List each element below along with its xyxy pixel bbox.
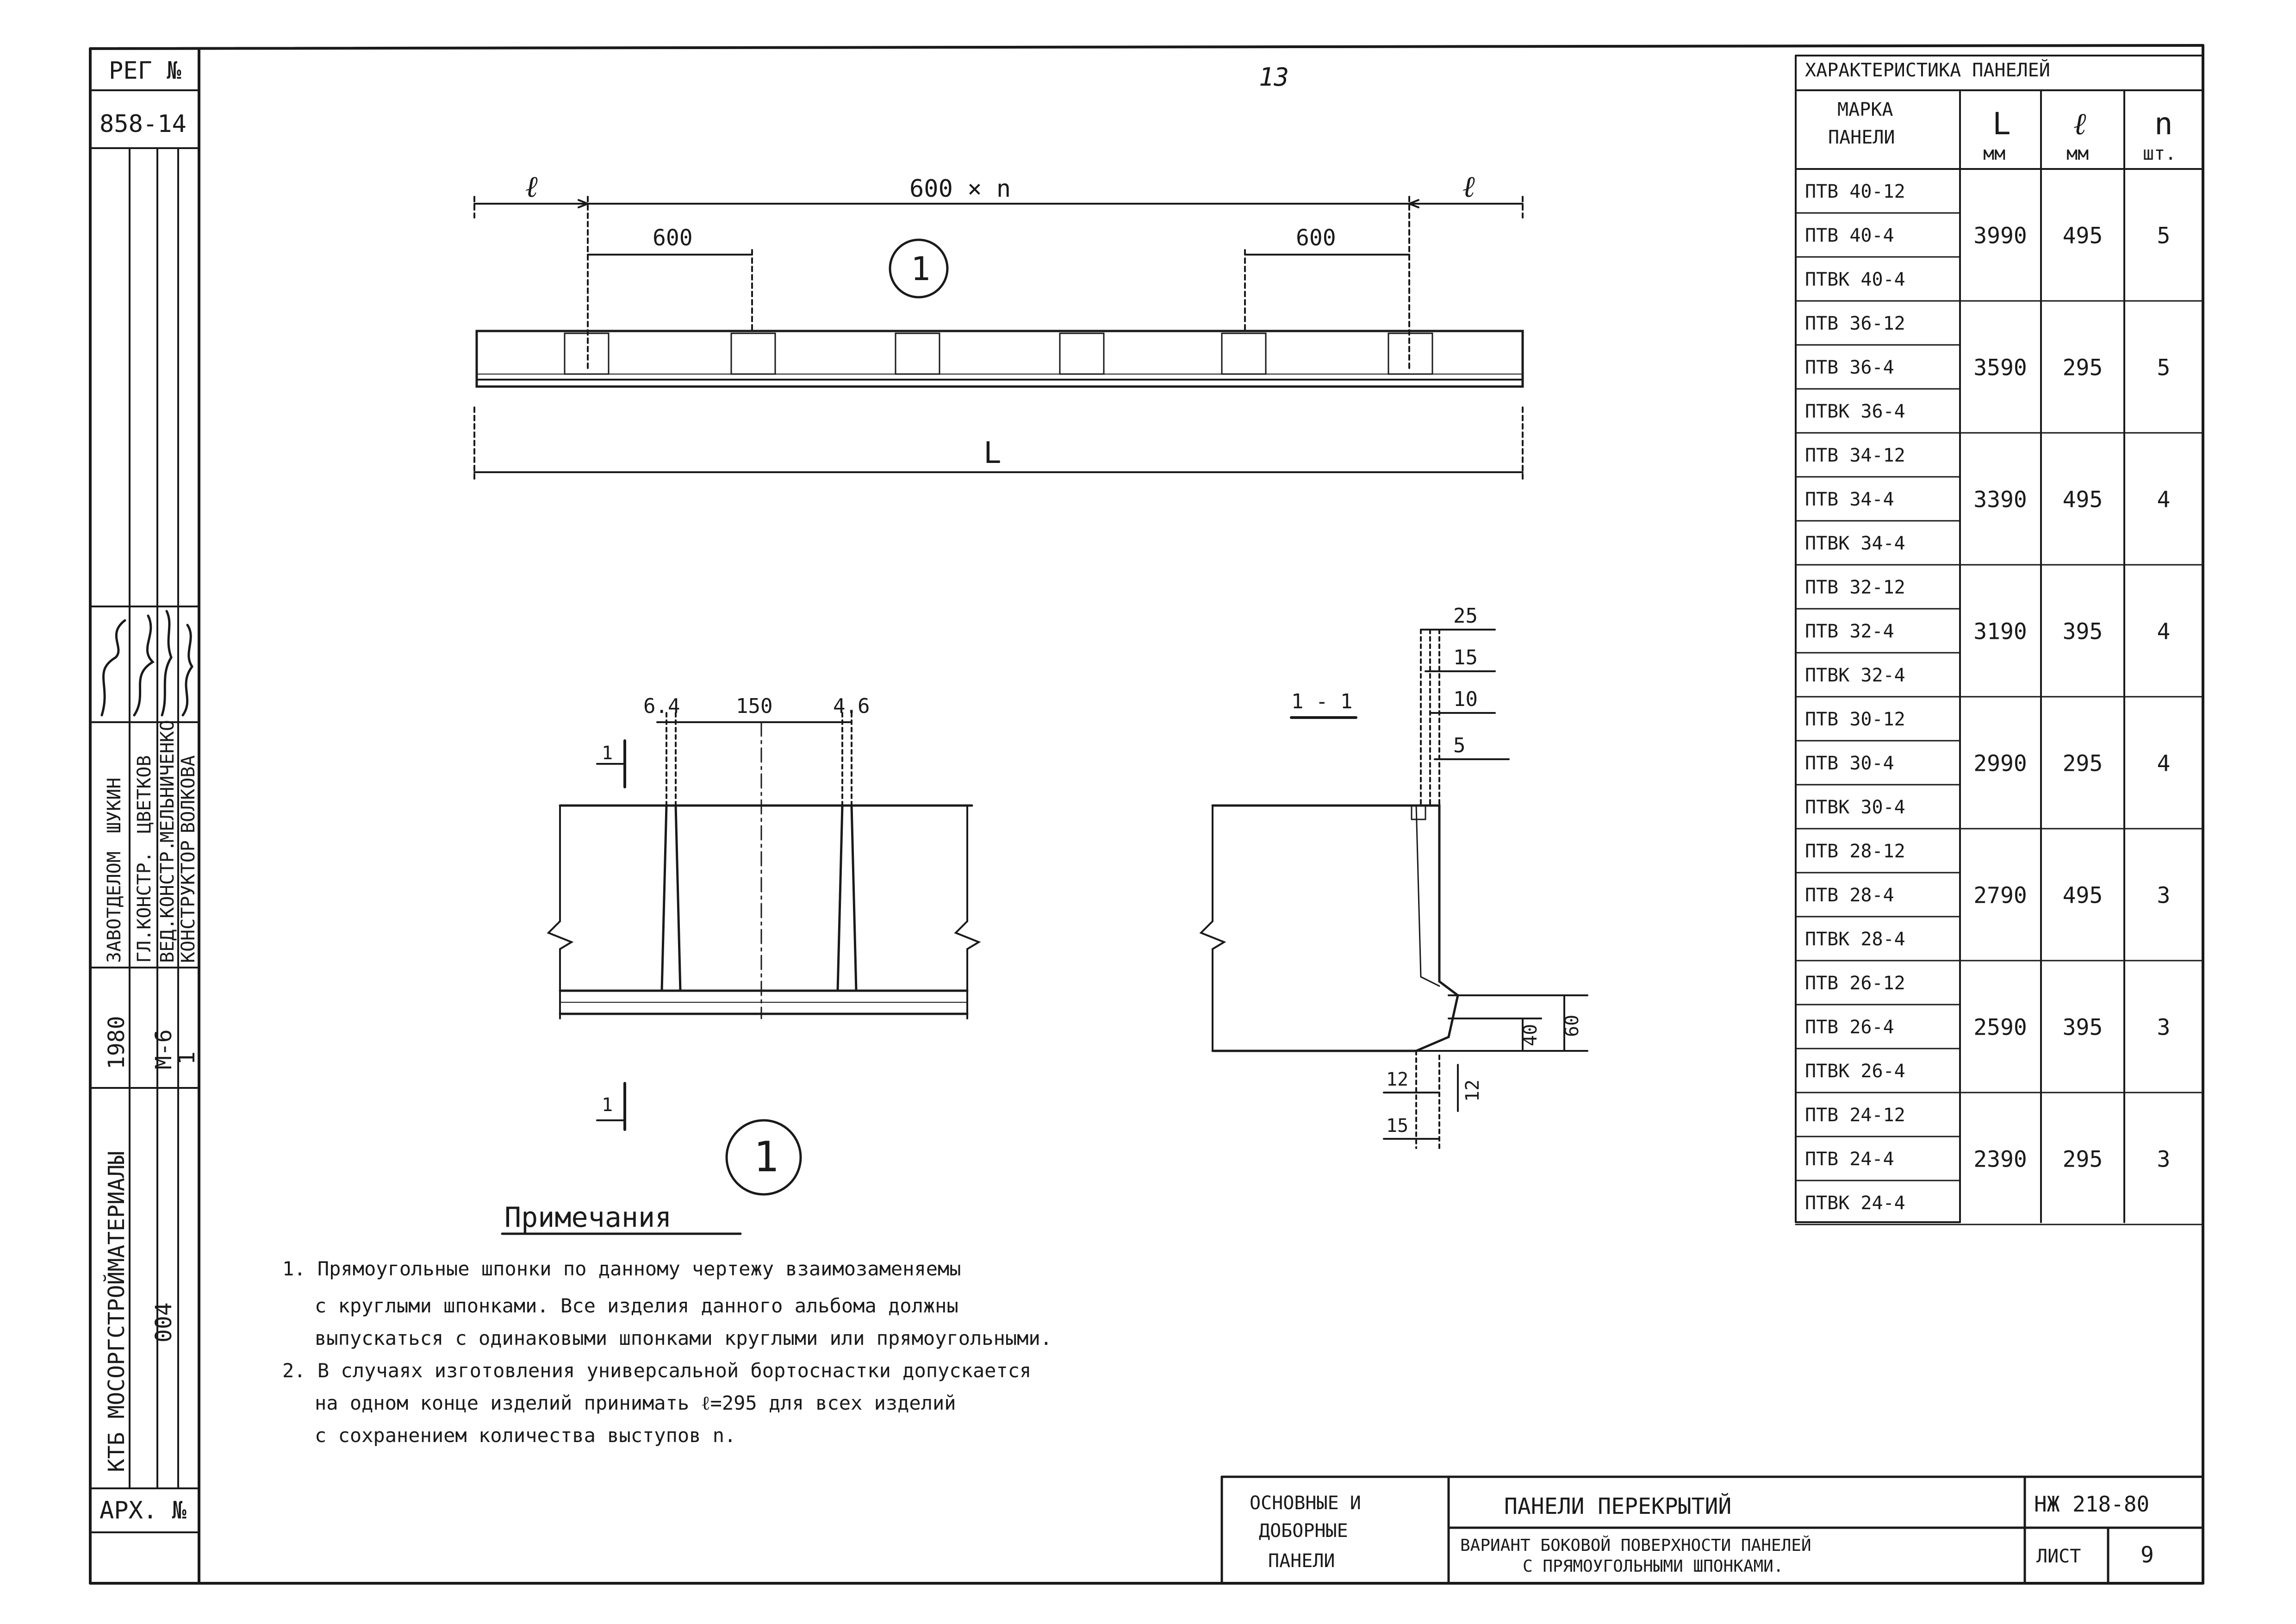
sheet-number: 9 (2140, 1542, 2154, 1568)
dim-l-left: ℓ (525, 170, 538, 204)
table-cell-mark: ПТВК 24-4 (1805, 1193, 1905, 1214)
dim-5: 5 (1453, 734, 1466, 757)
name-tsvetkov: ЦВЕТКОВ (134, 755, 155, 833)
table-cell-mark: ПТВ 40-12 (1805, 181, 1905, 202)
table-cell-n: 4 (2157, 487, 2171, 513)
table-cell-l: 295 (2062, 355, 2103, 381)
left-stamp (90, 57, 200, 1532)
table-cell-l: 395 (2062, 618, 2103, 645)
section-mark-bottom: 1 (602, 1094, 613, 1116)
dim-600-left: 600 (653, 225, 693, 251)
dim-40: 40 (1520, 1024, 1541, 1046)
detail-marker-label: 1 (753, 1133, 779, 1181)
dept-code-2: 1 (174, 1051, 200, 1065)
code-004: 004 (151, 1302, 177, 1343)
col-n: n (2154, 106, 2173, 142)
table-cell-L: 3190 (1973, 618, 2027, 645)
table-cell-n: 4 (2157, 618, 2171, 645)
table-cell-l: 495 (2062, 487, 2103, 513)
role-zavotdelom: ЗАВОТДЕЛОМ (104, 851, 125, 963)
detail-1-drawing (548, 713, 979, 1130)
role-ved-konstr: ВЕД.КОНСТР. (157, 840, 178, 963)
dim-10: 10 (1453, 687, 1478, 711)
name-volkova: ВОЛКОВА (178, 755, 199, 833)
col-n-unit: шт. (2143, 143, 2177, 164)
table-cell-mark: ПТВ 34-12 (1805, 445, 1905, 466)
dim-12-right: 12 (1462, 1079, 1483, 1102)
table-cell-L: 2590 (1973, 1014, 2027, 1041)
role-gl-konstr: ГЛ.КОНСТР. (134, 851, 155, 963)
table-cell-n: 3 (2157, 882, 2171, 909)
arch-label: АРХ. № (100, 1497, 187, 1524)
table-cell-L: 3990 (1973, 223, 2027, 249)
name-melnichenko: МЕЛЬНИЧЕНКО (157, 720, 178, 843)
role-konstruktor: КОНСТРУКТОР (178, 840, 199, 963)
dim-L: L (983, 436, 1002, 470)
table-cell-mark: ПТВ 32-4 (1805, 621, 1894, 642)
table-cell-n: 5 (2157, 223, 2171, 249)
table-cell-mark: ПТВК 28-4 (1805, 929, 1905, 950)
sheet-subtitle-1: ВАРИАНТ БОКОВОЙ ПОВЕРХНОСТИ ПАНЕЛЕЙ (1460, 1536, 1811, 1555)
dim-60: 60 (1562, 1014, 1583, 1037)
table-cell-mark: ПТВ 34-4 (1805, 489, 1894, 510)
stamp-year: 1980 (104, 1016, 130, 1069)
view-marker-label: 1 (911, 250, 931, 288)
table-cell-mark: ПТВ 26-4 (1805, 1017, 1894, 1038)
dim-6-4: 6.4 (643, 694, 680, 718)
table-cell-n: 4 (2157, 750, 2171, 777)
table-cell-mark: ПТВ 40-4 (1805, 225, 1894, 246)
table-cell-mark: ПТВ 30-12 (1805, 709, 1905, 730)
series-line-2: ДОБОРНЫЕ (1259, 1520, 1348, 1542)
reg-label: РЕГ № (109, 57, 181, 85)
table-cell-L: 2990 (1973, 750, 2027, 777)
table-cell-mark: ПТВ 28-4 (1805, 885, 1894, 906)
table-cell-n: 5 (2157, 355, 2171, 381)
table-title: ХАРАКТЕРИСТИКА ПАНЕЛЕЙ (1805, 60, 2050, 81)
section-title: 1 - 1 (1291, 690, 1353, 713)
sheet-label: ЛИСТ (2036, 1546, 2081, 1567)
table-cell-mark: ПТВ 26-12 (1805, 973, 1905, 994)
table-cell-n: 3 (2157, 1014, 2171, 1041)
table-cell-mark: ПТВ 36-4 (1805, 357, 1894, 378)
table-cell-mark: ПТВК 34-4 (1805, 533, 1905, 554)
table-cell-n: 3 (2157, 1146, 2171, 1173)
dim-600n: 600 × n (909, 175, 1011, 203)
dim-25: 25 (1453, 604, 1478, 628)
sheet-title: ПАНЕЛИ ПЕРЕКРЫТИЙ (1504, 1493, 1732, 1519)
doc-code: НЖ 218-80 (2034, 1492, 2150, 1517)
page-number: 13 (1259, 62, 1289, 92)
section-mark-top: 1 (602, 743, 613, 764)
organization-name: КТБ МОСОРГСТРОЙМАТЕРИАЛЫ (104, 1151, 130, 1472)
dim-600-right: 600 (1296, 225, 1336, 251)
table-cell-mark: ПТВ 24-12 (1805, 1105, 1905, 1126)
table-cell-mark: ПТВ 24-4 (1805, 1149, 1894, 1170)
table-cell-L: 2390 (1973, 1146, 2027, 1173)
table-cell-l: 495 (2062, 882, 2103, 909)
name-shukin: ШУКИН (104, 777, 125, 833)
table-cell-mark: ПТВ 32-12 (1805, 577, 1905, 598)
dim-15: 15 (1453, 646, 1478, 669)
table-cell-L: 3390 (1973, 487, 2027, 513)
table-cell-l: 495 (2062, 223, 2103, 249)
table-cell-l: 295 (2062, 750, 2103, 777)
dim-15-bottom: 15 (1386, 1115, 1409, 1137)
dim-12-left: 12 (1386, 1069, 1409, 1090)
col-mark-2: ПАНЕЛИ (1828, 127, 1895, 148)
table-cell-mark: ПТВ 36-12 (1805, 313, 1905, 334)
series-line-1: ОСНОВНЫЕ И (1250, 1493, 1361, 1514)
table-cell-mark: ПТВК 36-4 (1805, 401, 1905, 422)
notes-title: Примечания (504, 1201, 672, 1234)
dim-l-right: ℓ (1462, 170, 1475, 204)
table-cell-L: 3590 (1973, 355, 2027, 381)
dept-code: М-6 (151, 1029, 177, 1069)
series-line-3: ПАНЕЛИ (1268, 1550, 1335, 1572)
table-cell-mark: ПТВК 40-4 (1805, 269, 1905, 290)
table-cell-l: 395 (2062, 1014, 2103, 1041)
table-cell-mark: ПТВК 26-4 (1805, 1061, 1905, 1082)
col-l-unit: мм (2066, 143, 2089, 164)
table-cell-mark: ПТВК 30-4 (1805, 797, 1905, 818)
note-line-3: выпускаться с одинаковыми шпонками круглыми или прямоугольными. (315, 1327, 1052, 1349)
col-mark-1: МАРКА (1837, 99, 1893, 120)
notes-block (282, 1201, 1052, 1447)
table-cell-mark: ПТВ 28-12 (1805, 841, 1905, 862)
table-cell-mark: ПТВК 32-4 (1805, 665, 1905, 686)
col-L-unit: мм (1983, 143, 2006, 164)
note-line-2: с круглыми шпонками. Все изделия данного альбома должны (315, 1294, 958, 1317)
col-L: L (1992, 106, 2011, 142)
sheet-subtitle-2: С ПРЯМОУГОЛЬНЫМИ ШПОНКАМИ. (1523, 1557, 1784, 1576)
note-line-4: 2. В случаях изготовления универсальной бортоснастки допускается (282, 1359, 1032, 1382)
table-cell-mark: ПТВ 30-4 (1805, 753, 1894, 774)
col-l: ℓ (2073, 106, 2086, 142)
note-line-6: с сохранением количества выступов n. (315, 1424, 736, 1447)
dim-4-6: 4.6 (833, 694, 870, 718)
note-line-1: 1. Прямоугольные шпонки по данному чертежу взаимозаменяемы (282, 1257, 961, 1280)
table-cell-L: 2790 (1973, 882, 2027, 909)
reg-number: 858-14 (100, 110, 187, 138)
dim-150: 150 (736, 694, 773, 718)
table-cell-l: 295 (2062, 1146, 2103, 1173)
note-line-5: на одном конце изделий принимать ℓ=295 для всех изделий (315, 1392, 956, 1414)
